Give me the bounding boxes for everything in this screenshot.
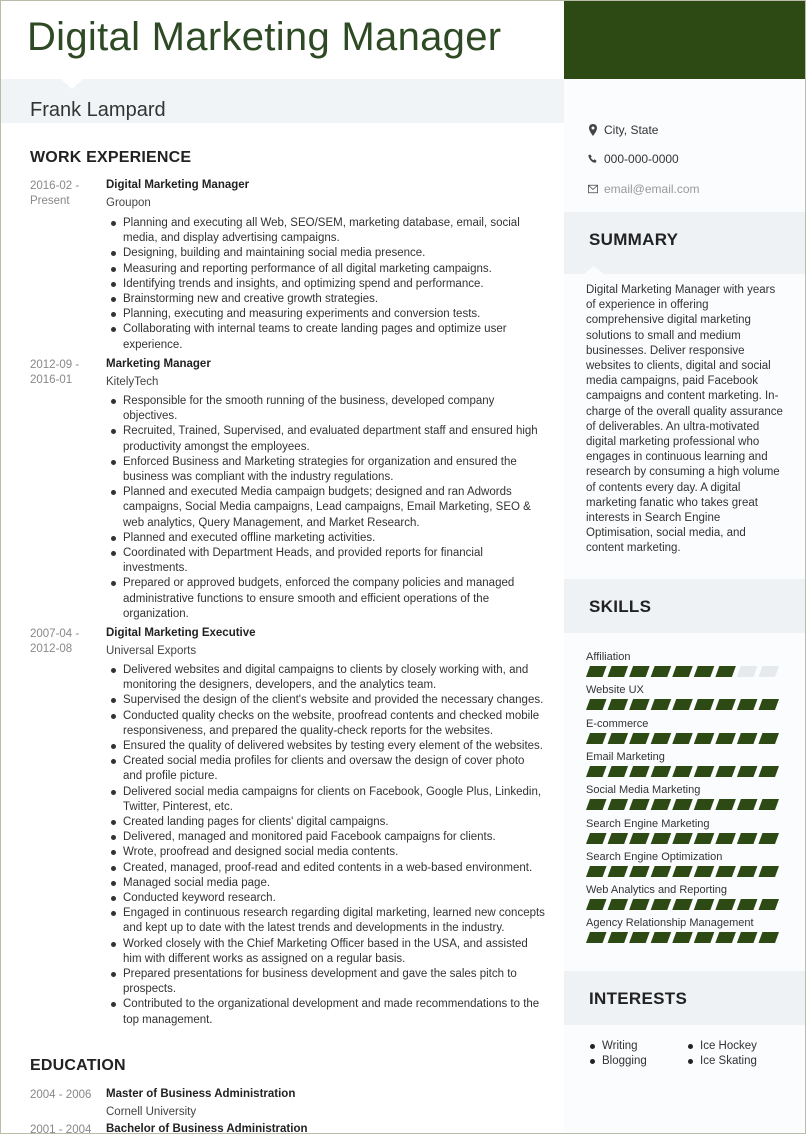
job-bullets (106, 663, 546, 1028)
job-bullet: Brainstorming new and creative growth strategies. (106, 292, 546, 307)
skill-segment-filled (715, 699, 736, 710)
skill-segment-filled (629, 799, 650, 810)
job-bullet: Created social media profiles for clients and oversaw the design of cover photo and profile picture. (106, 754, 546, 784)
skill-segment-filled (586, 733, 607, 744)
skill-segment-filled (715, 733, 736, 744)
skill-segment-filled (694, 866, 715, 877)
skill-segment-filled (651, 932, 672, 943)
skill-segment-filled (586, 799, 607, 810)
skill-segment-filled (586, 666, 607, 677)
job-role: Digital Marketing Manager (106, 179, 250, 191)
skills-header (564, 579, 806, 633)
skill-label: Search Engine Optimization (586, 850, 723, 863)
skill-segment-filled (608, 799, 629, 810)
interest-item: Ice Hockey (686, 1039, 757, 1054)
skill-segment-filled (672, 666, 693, 677)
job-bullet: Collaborating with internal teams to create landing pages and optimize user experience. (106, 322, 546, 352)
skill-segment-filled (629, 666, 650, 677)
skill-segment-filled (758, 766, 779, 777)
skill-segment-filled (586, 899, 607, 910)
skill-segment-filled (651, 766, 672, 777)
skill-segment-filled (737, 866, 758, 877)
skill-segment-filled (694, 833, 715, 844)
job-title: Digital Marketing Manager (27, 15, 502, 59)
skill-label: Web Analytics and Reporting (586, 884, 728, 897)
skill-segment-filled (715, 899, 736, 910)
summary-text: Digital Marketing Manager with years of experience in offering comprehensive digital marketing solutions to small and medium businesses. Deliver responsive websites to clients, digital and social media campaigns, paid Facebook campaigns and content marketing. In-charge of the overall quality assurance of deliverables. An ultra-motivated digital marketing professional who engages in continuous learning and research by consuming a high volume of contents every day. A digital marketing fanatic who takes great interests in Search Engine Optimisation, social media, and content marketing. (586, 284, 783, 555)
skill-label: E-commerce (586, 717, 649, 730)
job-bullet: Delivered, managed and monitored paid Facebook campaigns for clients. (106, 830, 546, 845)
skill-segment-filled (758, 932, 779, 943)
skill-segment-filled (758, 866, 779, 877)
skill-segment-filled (737, 799, 758, 810)
job-bullet: Responsible for the smooth running of the business, developed company objectives. (106, 394, 546, 424)
skill-level-bar (586, 766, 780, 777)
job-bullet: Measuring and reporting performance of all digital marketing campaigns. (106, 262, 546, 277)
skill-segment-filled (672, 799, 693, 810)
skill-segment-filled (586, 866, 607, 877)
skill-segment-filled (694, 666, 715, 677)
skill-segment-filled (586, 932, 607, 943)
skill-segment-filled (608, 932, 629, 943)
skill-segment-filled (672, 766, 693, 777)
skill-segment-filled (629, 699, 650, 710)
job-bullet: Planning, executing and measuring experiments and conversion tests. (106, 307, 546, 322)
skill-segment-filled (608, 766, 629, 777)
job-bullet: Wrote, proofread and designed social media contents. (106, 845, 546, 860)
skill-segment-filled (715, 932, 736, 943)
skill-level-bar (586, 932, 780, 943)
job-bullet: Planned and executed Media campaign budgets; designed and ran Adwords campaigns, Social Media campaigns, Lead campaigns, Email Marketing, SEO & web analytics, Query Management, and Market Research. (106, 485, 546, 531)
job-bullet: Enforced Business and Marketing strategies for organization and ensured the business was compliant with the industry regulations. (106, 455, 546, 485)
skill-segment-filled (715, 666, 736, 677)
skill-level-bar (586, 833, 780, 844)
skill-segment-filled (629, 833, 650, 844)
skill-segment-filled (737, 932, 758, 943)
skill-item (586, 850, 786, 877)
person-name: Frank Lampard (30, 99, 166, 121)
interests-header (564, 971, 806, 1025)
skill-item (586, 650, 786, 677)
skill-item (586, 717, 786, 744)
name-band-notch (61, 79, 83, 89)
skill-segment-filled (694, 799, 715, 810)
skill-segment-filled (651, 666, 672, 677)
email-text[interactable]: email@email.com (604, 182, 700, 196)
skill-level-bar (586, 899, 780, 910)
job-bullet: Ensured the quality of delivered websites by testing every element of the websites. (106, 739, 546, 754)
skill-segment-filled (651, 866, 672, 877)
skill-segment-filled (629, 866, 650, 877)
skill-segment-filled (608, 899, 629, 910)
skill-segment-filled (715, 766, 736, 777)
skill-segment-filled (586, 699, 607, 710)
job-dates: 2012-09 - 2016-01 (30, 359, 80, 387)
education-degree: Bachelor of Business Administration (106, 1123, 308, 1134)
skill-segment-filled (629, 899, 650, 910)
skill-segment-filled (737, 766, 758, 777)
skill-segment-filled (608, 733, 629, 744)
skill-segment-filled (694, 733, 715, 744)
skill-label: Affiliation (586, 651, 631, 663)
skill-segment-filled (651, 699, 672, 710)
education-school: Cornell University (106, 1106, 197, 1118)
job-bullet: Contributed to the organizational development and made recommendations to the top management. (106, 997, 546, 1027)
skill-segment-filled (672, 833, 693, 844)
job-dates: 2007-04 - 2012-08 (30, 628, 80, 656)
job-bullet: Conducted quality checks on the website, proofread contents and checked mobile responsiveness, and prepared the quality-check reports for the websites. (106, 709, 546, 739)
skill-segment-filled (608, 866, 629, 877)
skill-level-bar (586, 699, 780, 710)
job-role: Digital Marketing Executive (106, 627, 256, 639)
job-bullet: Recruited, Trained, Supervised, and evaluated department staff and ensured high productivity amongst the employees. (106, 424, 546, 454)
skill-segment-filled (586, 833, 607, 844)
location-text: City, State (604, 123, 659, 137)
job-bullet: Planned and executed offline marketing activities. (106, 531, 546, 546)
skill-item (586, 883, 786, 910)
job-bullet: Delivered websites and digital campaigns to clients by closely working with, and monitoring the designers, developers, and the analytics team. (106, 663, 546, 693)
job-bullets (106, 216, 546, 353)
skill-segment-empty (737, 666, 758, 677)
skill-segment-filled (694, 699, 715, 710)
skill-segment-filled (737, 733, 758, 744)
summary-heading: SUMMARY (589, 230, 679, 249)
skill-segment-filled (737, 833, 758, 844)
job-bullet: Delivered social media campaigns for clients on Facebook, Google Plus, Linkedin, Twitter, Pinterest, etc. (106, 785, 546, 815)
skill-segment-filled (715, 833, 736, 844)
skill-segment-filled (629, 932, 650, 943)
skill-label: Search Engine Marketing (586, 817, 710, 830)
education-dates: 2004 - 2006 (30, 1089, 92, 1101)
skill-segment-empty (758, 666, 779, 677)
job-company: KitelyTech (106, 376, 159, 388)
header (1, 1, 564, 79)
skill-segment-filled (694, 899, 715, 910)
skill-segment-filled (651, 833, 672, 844)
phone-text: 000-000-0000 (604, 152, 679, 166)
skill-segment-filled (672, 932, 693, 943)
skill-segment-filled (715, 866, 736, 877)
skill-segment-filled (651, 733, 672, 744)
skill-segment-filled (694, 932, 715, 943)
skill-item (586, 750, 786, 777)
skill-segment-filled (608, 833, 629, 844)
job-company: Universal Exports (106, 645, 197, 657)
job-bullet: Conducted keyword research. (106, 891, 546, 906)
job-bullet: Engaged in continuous research regarding digital marketing, learned new concepts and kept up to date with the latest trends and developments in the industry. (106, 906, 546, 936)
summary-header-notch (564, 266, 806, 274)
contact-email[interactable] (588, 182, 700, 196)
interests-heading: INTERESTS (589, 989, 688, 1008)
skill-level-bar (586, 733, 780, 744)
skill-segment-filled (651, 899, 672, 910)
skill-segment-filled (629, 733, 650, 744)
skill-item (586, 683, 786, 710)
job-role: Marketing Manager (106, 358, 211, 370)
job-bullet: Designing, building and maintaining social media presence. (106, 246, 546, 261)
phone-icon (588, 153, 598, 165)
location-pin-icon (588, 124, 598, 136)
email-icon (588, 183, 598, 195)
job-bullet: Supervised the design of the client's website and provided the necessary changes. (106, 693, 546, 708)
skill-segment-filled (758, 733, 779, 744)
skill-item (586, 783, 786, 810)
interest-item: Ice Skating (686, 1054, 757, 1069)
work-experience-heading: WORK EXPERIENCE (30, 149, 192, 166)
skill-level-bar (586, 666, 780, 677)
education-degree: Master of Business Administration (106, 1088, 296, 1100)
job-bullet: Planning and executing all Web, SEO/SEM, marketing database, email, social media, and display advertising campaigns. (106, 216, 546, 246)
skill-segment-filled (694, 766, 715, 777)
job-dates: 2016-02 - Present (30, 180, 80, 208)
summary-header (564, 212, 806, 266)
job-bullet: Worked closely with the Chief Marketing Officer based in the USA, and assisted him with different works as assigned on a regular basis. (106, 937, 546, 967)
job-bullet: Created landing pages for clients' digital campaigns. (106, 815, 546, 830)
skill-segment-filled (608, 666, 629, 677)
job-bullets (106, 394, 546, 622)
interests-column-2 (686, 1039, 757, 1069)
interest-item: Writing (588, 1039, 647, 1054)
skill-segment-filled (586, 766, 607, 777)
skill-item (586, 916, 786, 943)
education-dates: 2001 - 2004 (30, 1124, 92, 1134)
skill-segment-filled (758, 699, 779, 710)
skill-label: Social Media Marketing (586, 784, 701, 797)
job-company: Groupon (106, 197, 151, 209)
contact-phone (588, 152, 679, 166)
skill-segment-filled (672, 899, 693, 910)
interest-item: Blogging (588, 1054, 647, 1069)
skill-segment-filled (672, 699, 693, 710)
skill-segment-filled (758, 899, 779, 910)
skill-label: Email Marketing (586, 750, 665, 763)
skill-level-bar (586, 799, 780, 810)
job-bullet: Prepared or approved budgets, enforced the company policies and managed administrative functions to ensure smooth and efficient operations of the organization. (106, 576, 546, 622)
skill-segment-filled (608, 699, 629, 710)
skills-heading: SKILLS (589, 597, 652, 616)
sidebar (564, 79, 806, 1134)
education-heading: EDUCATION (30, 1057, 126, 1074)
skill-segment-filled (672, 733, 693, 744)
header-accent-block (564, 1, 806, 79)
skill-label: Website UX (586, 684, 644, 697)
job-bullet: Created, managed, proof-read and edited contents in a web-based environment. (106, 861, 546, 876)
skill-item (586, 817, 786, 844)
skill-segment-filled (737, 699, 758, 710)
skill-segment-filled (651, 799, 672, 810)
skill-segment-filled (758, 799, 779, 810)
job-bullet: Managed social media page. (106, 876, 546, 891)
skill-level-bar (586, 866, 780, 877)
skill-label: Agency Relationship Management (586, 917, 754, 930)
skill-segment-filled (629, 766, 650, 777)
skill-segment-filled (672, 866, 693, 877)
skill-segment-filled (758, 833, 779, 844)
job-bullet: Identifying trends and insights, and optimizing spend and performance. (106, 277, 546, 292)
contact-location (588, 123, 658, 137)
interests-column-1 (588, 1039, 647, 1069)
skill-segment-filled (715, 799, 736, 810)
job-bullet: Coordinated with Department Heads, and provided reports for financial investments. (106, 546, 546, 576)
job-bullet: Prepared presentations for business development and gave the sales pitch to prospects. (106, 967, 546, 997)
skill-segment-filled (737, 899, 758, 910)
